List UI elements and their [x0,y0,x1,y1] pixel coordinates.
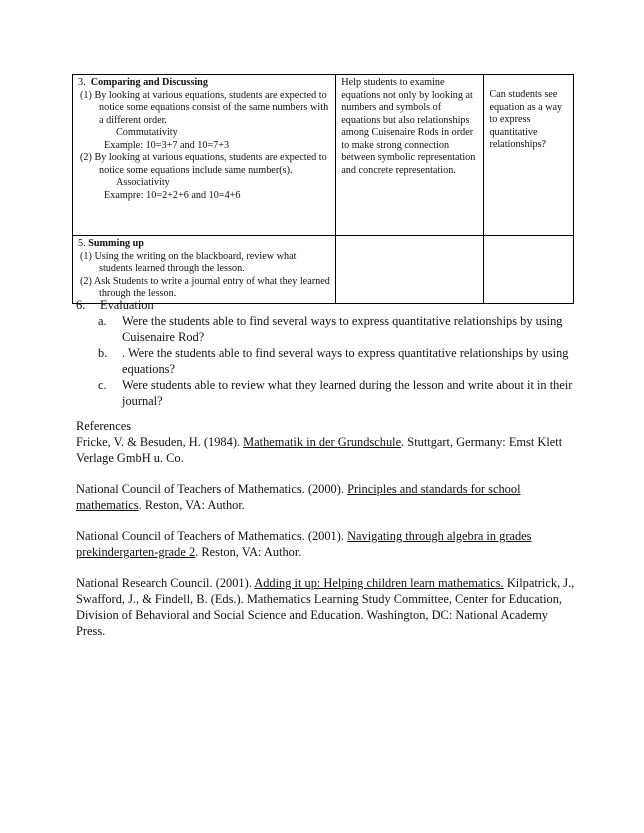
section-name: Summing up [88,238,144,249]
reference-publisher: . Stuttgart, Germany: Emst Klett Verlage GmbH u. Co. [76,435,563,465]
purpose-cell: Help students to examine equations not only by looking at numbers and symbols of equations but also relationships among Cuisenaire Rods in order to make strong connection between symbolic representation and concrete representation. [336,75,484,236]
item-number: (2) [80,275,92,287]
property-term: Commutativity [116,127,178,138]
references-section [76,418,576,654]
evaluation-heading [76,297,576,313]
section-number: 3. [78,77,86,88]
item-text: By looking at various equations, students are expected to notice some equations include same number(s). [94,152,327,176]
table-row [73,236,574,304]
section-name: Comparing and Discussing [90,77,208,88]
evaluation-item-c [98,377,576,409]
list-item [78,90,331,128]
references-heading: References [76,419,132,433]
assessment-cell [484,236,574,304]
reference-authors: National Council of Teachers of Mathematics. (2000). [76,482,348,496]
evaluation-section [76,297,576,409]
item-text: Were students able to review what they learned during the lesson and write about it in their journal? [122,378,573,408]
reference-entry [76,528,576,560]
item-letter: a. [98,314,107,328]
activity-cell [73,236,336,304]
reference-title: Navigating through algebra in grades prekindergarten-grade 2 [76,529,532,559]
property-term: Associativity [116,177,170,188]
reference-entry [76,434,576,466]
item-text: By looking at various equations, students are expected to notice some equations consist of the same numbers with a different order. [94,89,329,126]
table-row [73,75,574,236]
section-number: 5. [78,238,86,249]
reference-entry [76,575,576,639]
activity-cell [73,75,336,236]
item-number: (1) [80,250,92,262]
example-text: Example: 10=3+7 and 10=7+3 [104,139,230,151]
item-text: Were the students able to find several ways to express quantitative relationships by using Cuisenaire Rod? [122,314,563,344]
reference-title: Principles and standards for school mathematics [76,482,521,512]
section-name: Evaluation [100,298,154,312]
section-title [78,77,331,90]
evaluation-item-b [98,345,576,377]
reference-authors: National Research Council. (2001). [76,576,255,590]
reference-title: Adding it up: Helping children learn mathematics. [254,576,504,590]
reference-title: Mathematik in der Grundschule [243,435,402,449]
item-number: (1) [80,89,92,101]
assessment-cell: Can students see equation as a way to express quantitative relationships? [484,75,574,236]
example-text: Exampre: 10=2+2+6 and 10=4+6 [104,189,241,201]
item-text: . Were the students able to find several ways to express quantitative relationships by using equations? [122,346,569,376]
list-item [78,251,331,276]
list-item [78,152,331,177]
reference-entry [76,481,576,513]
reference-authors: Fricke, V. & Besuden, H. (1984). [76,435,244,449]
lesson-plan-table [72,74,574,304]
item-text: Ask Students to write a journal entry of what they learned through the lesson. [93,275,330,299]
reference-publisher: . Reston, VA: Author. [195,545,302,559]
section-number: 6. [76,298,86,312]
item-number: (2) [80,152,92,163]
purpose-cell [336,236,484,304]
item-text: Using the writing on the blackboard, review what students learned through the lesson. [94,250,297,274]
item-letter: b. [98,346,108,360]
section-title [78,238,331,251]
reference-authors: National Council of Teachers of Mathematics. (2001). [76,529,348,543]
evaluation-item-a [98,313,576,345]
item-letter: c. [98,378,107,392]
reference-publisher: . Reston, VA: Author. [138,498,245,512]
reference-publisher: Kilpatrick, J., Swafford, J., & Findell, B. (Eds.). Mathematics Learning Study Committee, Center for Education, Division of Behavioral and Social Science and Education. Washington, DC: National Academy Press. [76,576,575,638]
